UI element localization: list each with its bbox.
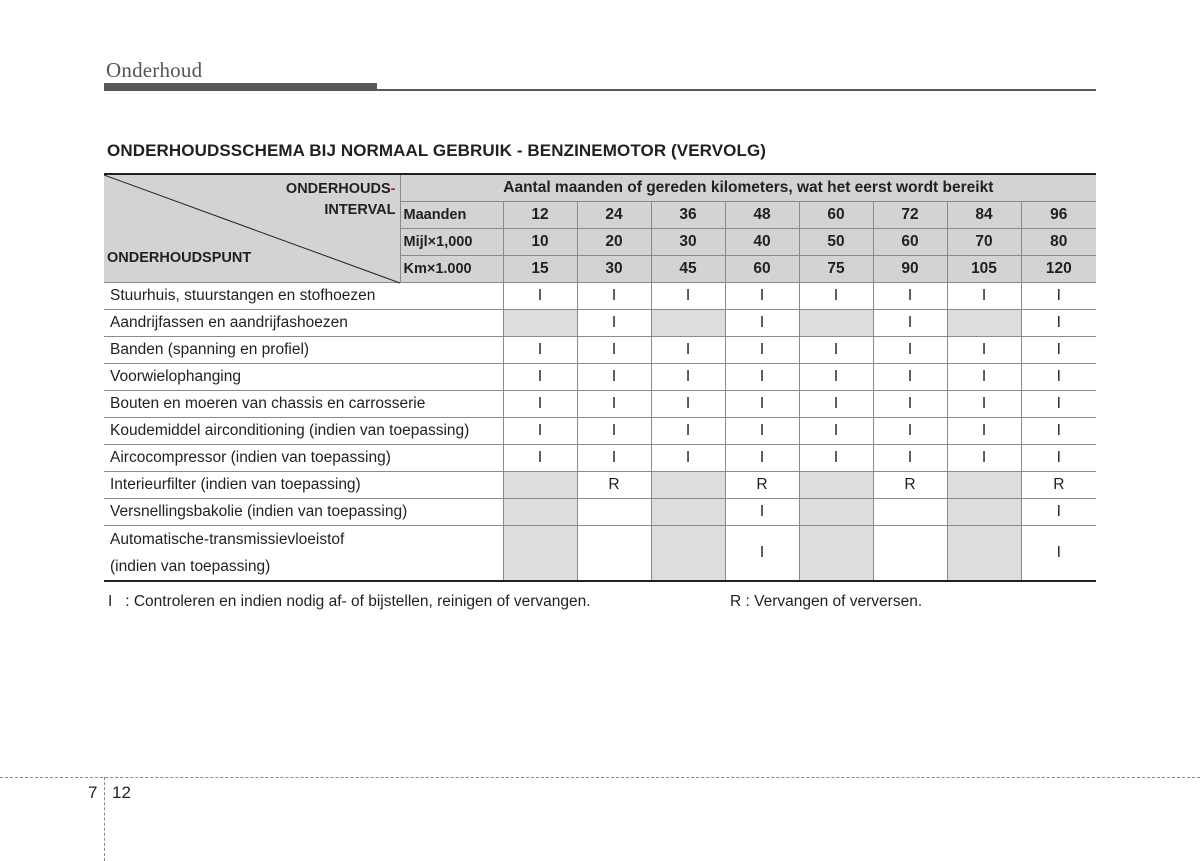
- interval-value: 80: [1021, 229, 1096, 256]
- interval-value: 72: [873, 202, 947, 229]
- maintenance-item: Versnellingsbakolie (indien van toepassing): [104, 499, 503, 526]
- schedule-mark: [503, 499, 577, 526]
- table-row: [104, 418, 1096, 445]
- schedule-mark: I: [577, 337, 651, 364]
- schedule-mark: [873, 499, 947, 526]
- schedule-mark: I: [947, 364, 1021, 391]
- schedule-mark: I: [651, 283, 725, 310]
- schedule-mark: I: [873, 283, 947, 310]
- maintenance-item-line1: Automatische-transmissievloeistof: [110, 531, 345, 548]
- table-row: [104, 283, 1096, 310]
- schedule-mark: I: [1021, 391, 1096, 418]
- interval-value: 48: [725, 202, 799, 229]
- schedule-mark: I: [651, 418, 725, 445]
- schedule-mark: I: [577, 391, 651, 418]
- schedule-mark: [799, 526, 873, 582]
- schedule-mark: [799, 472, 873, 499]
- schedule-mark: I: [725, 391, 799, 418]
- schedule-mark: I: [1021, 283, 1096, 310]
- schedule-mark: I: [503, 445, 577, 472]
- table-row: [104, 445, 1096, 472]
- maintenance-schedule-table: [104, 173, 1096, 582]
- maintenance-item: Koudemiddel airconditioning (indien van toepassing): [104, 418, 503, 445]
- interval-label-line1: ONDERHOUDS: [285, 181, 391, 197]
- schedule-mark: I: [503, 364, 577, 391]
- schedule-mark: I: [947, 283, 1021, 310]
- schedule-mark: I: [873, 310, 947, 337]
- legend-replace: R : Vervangen of verversen.: [730, 593, 923, 610]
- schedule-mark: [503, 526, 577, 582]
- schedule-mark: [503, 310, 577, 337]
- schedule-mark: I: [873, 364, 947, 391]
- header-row-period: [104, 174, 1096, 202]
- header-rule-thin: [377, 89, 1096, 91]
- maintenance-item: [104, 526, 503, 582]
- schedule-mark: I: [725, 337, 799, 364]
- interval-value: 60: [799, 202, 873, 229]
- interval-value: 50: [799, 229, 873, 256]
- interval-value: 45: [651, 256, 725, 283]
- interval-label: [286, 179, 396, 221]
- schedule-mark: I: [651, 391, 725, 418]
- schedule-mark: I: [873, 337, 947, 364]
- interval-value: 75: [799, 256, 873, 283]
- interval-value: 15: [503, 256, 577, 283]
- schedule-mark: I: [503, 391, 577, 418]
- schedule-mark: R: [1021, 472, 1096, 499]
- table-row: [104, 391, 1096, 418]
- schedule-mark: I: [725, 283, 799, 310]
- interval-value: 30: [651, 229, 725, 256]
- maintenance-item-line2: (indien van toepassing): [110, 558, 271, 575]
- maintenance-schedule-table-wrap: [104, 173, 1096, 582]
- table-row: [104, 499, 1096, 526]
- interval-value: 105: [947, 256, 1021, 283]
- interval-value: 24: [577, 202, 651, 229]
- schedule-mark: I: [799, 337, 873, 364]
- table-row: [104, 337, 1096, 364]
- schedule-mark: I: [1021, 310, 1096, 337]
- schedule-mark: I: [725, 445, 799, 472]
- interval-value: 10: [503, 229, 577, 256]
- maintenance-item: Stuurhuis, stuurstangen en stofhoezen: [104, 283, 503, 310]
- schedule-mark: I: [503, 337, 577, 364]
- schedule-mark: [651, 499, 725, 526]
- schedule-mark: R: [577, 472, 651, 499]
- schedule-mark: I: [947, 445, 1021, 472]
- schedule-mark: I: [503, 418, 577, 445]
- interval-value: 120: [1021, 256, 1096, 283]
- maintenance-item: Interieurfilter (indien van toepassing): [104, 472, 503, 499]
- maintenance-item: Banden (spanning en profiel): [104, 337, 503, 364]
- schedule-mark: I: [873, 418, 947, 445]
- schedule-mark: I: [577, 445, 651, 472]
- section-title: ONDERHOUDSSCHEMA BIJ NORMAAL GEBRUIK - BENZINEMOTOR (VERVOLG): [107, 141, 767, 160]
- table-row: [104, 364, 1096, 391]
- schedule-mark: [947, 526, 1021, 582]
- schedule-mark: R: [873, 472, 947, 499]
- schedule-mark: I: [799, 364, 873, 391]
- period-header: Aantal maanden of gereden kilometers, wat het eerst wordt bereikt: [400, 174, 1096, 202]
- schedule-mark: I: [651, 364, 725, 391]
- schedule-mark: I: [1021, 499, 1096, 526]
- schedule-mark: I: [947, 418, 1021, 445]
- maintenance-item: Bouten en moeren van chassis en carrosserie: [104, 391, 503, 418]
- schedule-mark: I: [725, 526, 799, 582]
- maintenance-item: Voorwielophanging: [104, 364, 503, 391]
- schedule-mark: I: [1021, 364, 1096, 391]
- interval-value: 30: [577, 256, 651, 283]
- schedule-mark: [947, 499, 1021, 526]
- schedule-mark: I: [1021, 337, 1096, 364]
- unit-label: Km×1.000: [400, 256, 503, 283]
- interval-value: 70: [947, 229, 1021, 256]
- schedule-mark: I: [577, 310, 651, 337]
- schedule-mark: I: [873, 445, 947, 472]
- interval-value: 84: [947, 202, 1021, 229]
- interval-label-dash: -: [390, 181, 396, 197]
- schedule-mark: I: [1021, 418, 1096, 445]
- schedule-mark: [651, 310, 725, 337]
- page-number: 12: [112, 783, 131, 802]
- legend-inspect: I : Controleren en indien nodig af- of bijstellen, reinigen of vervangen.: [108, 593, 591, 610]
- maintenance-item: Aircocompressor (indien van toepassing): [104, 445, 503, 472]
- interval-value: 60: [873, 229, 947, 256]
- interval-value: 96: [1021, 202, 1096, 229]
- schedule-mark: [577, 526, 651, 582]
- interval-value: 90: [873, 256, 947, 283]
- schedule-mark: I: [799, 283, 873, 310]
- unit-label: Maanden: [400, 202, 503, 229]
- schedule-mark: [873, 526, 947, 582]
- footer-dashed-divider: [104, 777, 105, 861]
- footer-dashed-rule: [0, 777, 1200, 778]
- schedule-mark: [577, 499, 651, 526]
- page-chapter-number: 7: [88, 783, 98, 802]
- schedule-mark: I: [651, 445, 725, 472]
- page-header-title: Onderhoud: [106, 58, 203, 82]
- schedule-mark: I: [651, 337, 725, 364]
- schedule-mark: I: [799, 445, 873, 472]
- schedule-mark: I: [947, 391, 1021, 418]
- schedule-mark: I: [947, 337, 1021, 364]
- maintenance-point-label: ONDERHOUDSPUNT: [107, 250, 252, 266]
- interval-value: 36: [651, 202, 725, 229]
- schedule-mark: [947, 310, 1021, 337]
- schedule-mark: I: [577, 418, 651, 445]
- schedule-mark: I: [1021, 445, 1096, 472]
- interval-value: 20: [577, 229, 651, 256]
- diagonal-header-cell: [104, 174, 400, 283]
- table-row: [104, 472, 1096, 499]
- schedule-mark: I: [1021, 526, 1096, 582]
- schedule-mark: I: [725, 364, 799, 391]
- interval-value: 12: [503, 202, 577, 229]
- interval-value: 40: [725, 229, 799, 256]
- schedule-mark: I: [799, 391, 873, 418]
- schedule-mark: I: [725, 499, 799, 526]
- schedule-mark: I: [725, 418, 799, 445]
- maintenance-item: Aandrijfassen en aandrijfashoezen: [104, 310, 503, 337]
- schedule-mark: [651, 526, 725, 582]
- schedule-mark: I: [725, 310, 799, 337]
- header-rule-thick: [104, 83, 377, 91]
- schedule-mark: [799, 310, 873, 337]
- schedule-mark: I: [873, 391, 947, 418]
- unit-label: Mijl×1,000: [400, 229, 503, 256]
- schedule-mark: I: [503, 283, 577, 310]
- interval-value: 60: [725, 256, 799, 283]
- schedule-mark: R: [725, 472, 799, 499]
- schedule-mark: I: [577, 283, 651, 310]
- schedule-mark: [503, 472, 577, 499]
- schedule-mark: [947, 472, 1021, 499]
- table-row: [104, 310, 1096, 337]
- interval-label-line2: INTERVAL: [324, 202, 396, 218]
- table-row: [104, 526, 1096, 582]
- schedule-mark: [651, 472, 725, 499]
- schedule-mark: [799, 499, 873, 526]
- schedule-mark: I: [799, 418, 873, 445]
- schedule-mark: I: [577, 364, 651, 391]
